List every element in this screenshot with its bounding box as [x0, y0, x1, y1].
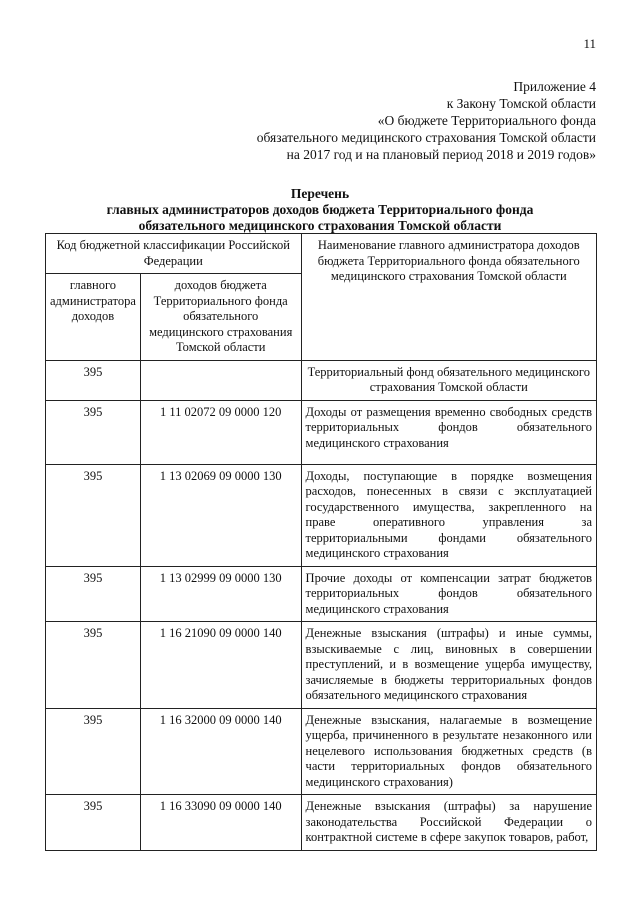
admin-code-cell: 395	[46, 400, 141, 464]
admin-code-cell: 395	[46, 708, 141, 795]
income-code-cell: 1 16 33090 09 0000 140	[140, 795, 301, 851]
income-code-cell: 1 13 02999 09 0000 130	[140, 566, 301, 622]
administrators-table	[45, 233, 597, 851]
annex-header	[257, 78, 596, 163]
admin-code-cell: 395	[46, 360, 141, 400]
income-code-cell: 1 11 02072 09 0000 120	[140, 400, 301, 464]
name-cell: Доходы от размещения временно свободных средств территориальных фондов обязательного медицинского страхования	[301, 400, 596, 464]
income-code-cell: 1 13 02069 09 0000 130	[140, 464, 301, 566]
name-cell: Прочие доходы от компенсации затрат бюджетов территориальных фондов обязательного медицинского страхования	[301, 566, 596, 622]
income-code-cell: 1 16 32000 09 0000 140	[140, 708, 301, 795]
income-code-cell: 1 16 21090 09 0000 140	[140, 622, 301, 709]
title-line: обязательного медицинского страхования Томской области	[138, 218, 502, 233]
table-row	[46, 400, 597, 464]
table-row	[46, 622, 597, 709]
admin-code-cell: 395	[46, 622, 141, 709]
annex-line: на 2017 год и на плановый период 2018 и 2019 годов»	[286, 147, 596, 162]
page-number: 11	[583, 36, 596, 51]
name-cell: Доходы, поступающие в порядке возмещения расходов, понесенных в связи с эксплуатацией государственного имущества, закрепленного на праве оперативного управления за территориальными фондами обязательного медицинского страхования	[301, 464, 596, 566]
title-line: Перечень	[290, 186, 350, 201]
name-cell: Денежные взыскания, налагаемые в возмещение ущерба, причиненного в результате незаконного или нецелевого использования бюджетных средств (в части территориальных фондов обязательного медицинского страхования)	[301, 708, 596, 795]
admin-code-cell: 395	[46, 464, 141, 566]
table-row	[46, 795, 597, 851]
header-income-code: доходов бюджета Территориального фонда обязательного медицинского страхования Томской области	[140, 274, 301, 361]
annex-line: Приложение 4	[513, 79, 596, 94]
table-row	[46, 566, 597, 622]
document-title	[0, 186, 640, 234]
admin-code-cell: 395	[46, 795, 141, 851]
title-line: главных администраторов доходов бюджета Территориального фонда	[106, 202, 534, 217]
admin-code-cell: 395	[46, 566, 141, 622]
annex-line: «О бюджете Территориального фонда	[377, 113, 596, 128]
name-cell: Территориальный фонд обязательного медицинского страхования Томской области	[301, 360, 596, 400]
name-cell: Денежные взыскания (штрафы) за нарушение законодательства Российской Федерации о контрактной системе в сфере закупок товаров, работ,	[301, 795, 596, 851]
header-budget-code-group: Код бюджетной классификации Российской Федерации	[46, 234, 302, 274]
header-administrator-name: Наименование главного администратора доходов бюджета Территориального фонда обязательного медицинского страхования Томской области	[301, 234, 596, 361]
annex-line: обязательного медицинского страхования Томской области	[256, 130, 596, 145]
table-row	[46, 708, 597, 795]
table-row	[46, 360, 597, 400]
name-cell: Денежные взыскания (штрафы) и иные суммы, взыскиваемые с лиц, виновных в совершении преступлений, и в возмещение ущерба имуществу, зачисляемые в бюджеты территориальных фондов обязательного медицинского страхования	[301, 622, 596, 709]
annex-line: к Закону Томской области	[446, 96, 596, 111]
header-admin-code: главного администратора доходов	[46, 274, 141, 361]
table-row	[46, 464, 597, 566]
income-code-cell	[140, 360, 301, 400]
